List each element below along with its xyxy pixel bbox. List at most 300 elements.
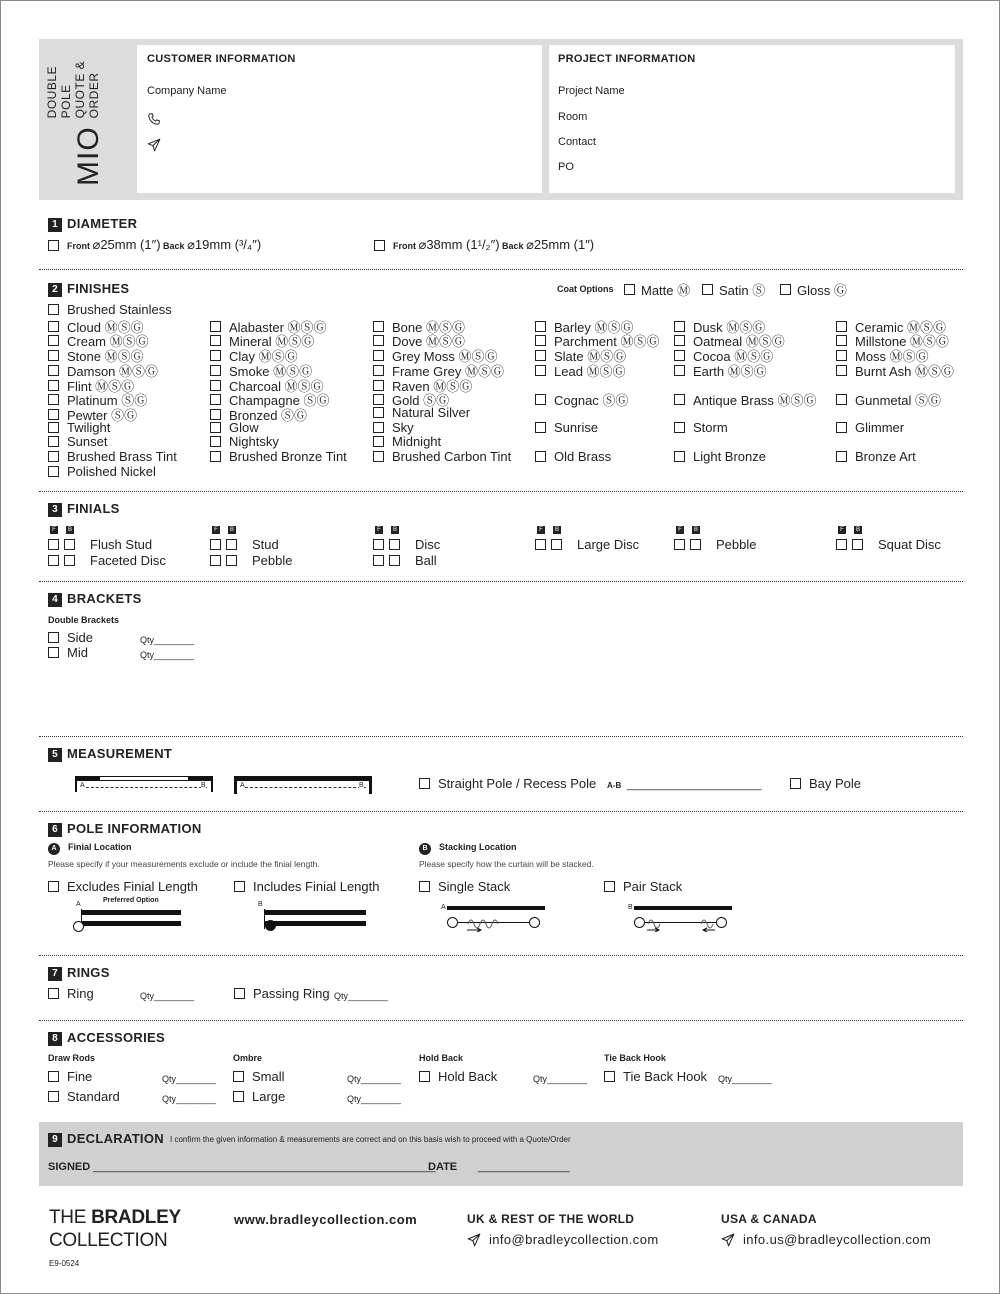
back-checkbox[interactable] — [389, 539, 400, 550]
finish-label: Barley ⓂⓈⒼ — [554, 319, 634, 335]
section-title: FINIALS — [67, 501, 120, 516]
excludes-finial-option[interactable] — [48, 879, 198, 894]
finial-location-heading — [48, 842, 132, 855]
checkbox[interactable] — [535, 365, 546, 376]
subtitle-line1: DOUBLE POLE — [45, 65, 73, 119]
customer-heading: CUSTOMER INFORMATION — [147, 53, 296, 65]
checkbox[interactable] — [48, 335, 59, 346]
finish-option[interactable] — [373, 449, 511, 464]
checkbox[interactable] — [535, 335, 546, 346]
diagram-label-a: A — [441, 904, 446, 911]
checkbox[interactable] — [374, 240, 385, 251]
option-label: Includes Finial Length — [253, 879, 380, 894]
back-checkbox[interactable] — [690, 539, 701, 550]
finish-label: Millstone ⓂⓈⒼ — [855, 334, 949, 350]
finish-option[interactable] — [836, 361, 954, 380]
checkbox[interactable] — [234, 988, 245, 999]
finish-label: Natural Silver — [392, 404, 471, 420]
uk-email-link[interactable] — [467, 1232, 659, 1247]
checkbox[interactable] — [48, 365, 59, 376]
checkbox[interactable] — [535, 350, 546, 361]
back-tag: B — [392, 527, 397, 533]
back-tag: B — [229, 527, 234, 533]
finials-title — [48, 501, 120, 517]
finish-option[interactable] — [48, 302, 172, 317]
us-heading: USA & CANADA — [721, 1212, 817, 1226]
finish-label: Flint ⓂⓈⒼ — [67, 378, 135, 394]
checkbox[interactable] — [836, 394, 847, 405]
checkbox[interactable] — [674, 321, 685, 332]
finial-option[interactable] — [210, 553, 292, 568]
brand-title-vertical — [45, 46, 135, 194]
checkbox[interactable] — [702, 284, 713, 295]
section-title: FINISHES — [67, 281, 130, 296]
accessory-group-heading: Ombre — [233, 1053, 263, 1063]
front-checkbox[interactable] — [535, 539, 546, 550]
signature-field[interactable]: ________________________________________________________ — [93, 1161, 436, 1173]
back-checkbox[interactable] — [389, 555, 400, 566]
project-info-box — [549, 45, 955, 193]
finish-label: Sunrise — [554, 419, 599, 435]
single-stack-option[interactable] — [419, 879, 510, 894]
declaration-title — [48, 1131, 164, 1147]
date-label: DATE — [428, 1161, 458, 1173]
checkbox[interactable] — [836, 451, 847, 462]
finish-option[interactable] — [535, 420, 598, 435]
finish-option[interactable] — [836, 390, 941, 409]
front-checkbox[interactable] — [373, 539, 384, 550]
finish-label: Light Bronze — [693, 449, 766, 464]
finish-label: Gunmetal ⓈⒼ — [855, 393, 941, 409]
front-checkbox[interactable] — [836, 539, 847, 550]
checkbox[interactable] — [48, 422, 59, 433]
ring-option[interactable] — [48, 986, 94, 1001]
finish-label: Nightsky — [229, 434, 279, 450]
option-label: Pair Stack — [623, 879, 683, 894]
front-checkbox[interactable] — [48, 539, 59, 550]
finial-label: Pebble — [252, 553, 293, 568]
po-field[interactable]: PO — [558, 161, 574, 173]
diagram-label-b: B — [628, 904, 633, 911]
finish-option[interactable] — [210, 420, 259, 435]
brackets-title — [48, 591, 142, 607]
checkbox[interactable] — [604, 1071, 615, 1082]
finish-label: Grey Moss ⓂⓈⒼ — [392, 349, 498, 365]
finial-label: Faceted Disc — [90, 553, 166, 568]
checkbox[interactable] — [373, 365, 384, 376]
finish-label: Cream ⓂⓈⒼ — [67, 334, 149, 350]
section-number: 8 — [48, 1032, 62, 1046]
bay-pole-option[interactable] — [790, 776, 861, 791]
diameter-title — [48, 216, 137, 232]
passing-ring-option[interactable] — [234, 986, 330, 1001]
email-text[interactable]: info@bradleycollection.com — [489, 1232, 659, 1247]
checkbox[interactable] — [419, 1071, 430, 1082]
accessory-qty[interactable]: Qty________ — [718, 1074, 773, 1084]
accessory-option[interactable] — [48, 1069, 92, 1084]
checkbox[interactable] — [674, 350, 685, 361]
accessory-label: Hold Back — [438, 1069, 498, 1084]
accessory-qty[interactable]: Qty________ — [162, 1094, 217, 1104]
coat-satin[interactable] — [702, 280, 765, 299]
finish-label: Bronzed ⓈⒼ — [229, 407, 308, 423]
finish-label: Bronze Art — [855, 449, 916, 464]
front-tag: F — [50, 526, 58, 534]
us-email-link[interactable] — [721, 1232, 931, 1247]
front-back-tags — [676, 526, 708, 534]
checkbox[interactable] — [233, 1071, 244, 1082]
finish-label: Polished Nickel — [67, 463, 156, 479]
finish-option[interactable] — [48, 464, 156, 479]
project-name-field[interactable]: Project Name — [558, 85, 625, 97]
checkbox[interactable] — [48, 1071, 59, 1082]
date-field[interactable]: _______________ — [478, 1161, 570, 1173]
accessory-qty[interactable]: Qty________ — [533, 1074, 588, 1084]
accessory-group-heading: Hold Back — [419, 1053, 464, 1063]
front-back-tags — [212, 526, 244, 534]
checkbox[interactable] — [836, 350, 847, 361]
passing-ring-qty[interactable]: Qty________ — [334, 991, 389, 1001]
finish-label: Moss ⓂⓈⒼ — [855, 349, 929, 365]
option-label: Single Stack — [438, 879, 511, 894]
back-tag: B — [554, 527, 559, 533]
coat-label: Gloss Ⓖ — [797, 283, 847, 298]
checkbox[interactable] — [233, 1091, 244, 1102]
section-number: 1 — [48, 218, 62, 232]
checkbox[interactable] — [48, 304, 59, 315]
finish-option[interactable] — [674, 390, 817, 409]
front-size: ⌀25mm (1″) — [92, 237, 161, 252]
front-checkbox[interactable] — [210, 555, 221, 566]
back-checkbox[interactable] — [64, 539, 75, 550]
section-title: MEASUREMENT — [67, 746, 173, 761]
badge-a: A — [48, 843, 60, 855]
back-tag: B — [67, 527, 72, 533]
mio-title: MIO — [72, 126, 105, 186]
checkbox[interactable] — [48, 240, 59, 251]
finish-label: Pewter ⓈⒼ — [67, 407, 138, 423]
checkbox[interactable] — [604, 881, 615, 892]
accessory-label: Small — [252, 1069, 285, 1084]
diagram-label-b: B — [359, 782, 364, 789]
checkbox[interactable] — [373, 407, 384, 418]
contact-field[interactable]: Contact — [558, 136, 596, 148]
checkbox[interactable] — [836, 365, 847, 376]
checkbox[interactable] — [210, 436, 221, 447]
finish-label: Charcoal ⓂⓈⒼ — [229, 378, 324, 394]
finish-label: Storm — [693, 419, 728, 435]
section-number: 6 — [48, 823, 62, 837]
checkbox[interactable] — [48, 394, 59, 405]
checkbox[interactable] — [373, 451, 384, 462]
diameter-option-25-19[interactable] — [48, 237, 261, 253]
finish-label: Brushed Carbon Tint — [392, 449, 512, 464]
back-checkbox[interactable] — [226, 539, 237, 550]
finish-option[interactable] — [836, 449, 916, 464]
checkbox[interactable] — [674, 451, 685, 462]
accessory-label: Fine — [67, 1069, 93, 1084]
option-label: Excludes Finial Length — [67, 879, 198, 894]
finial-location-note: Please specify if your measurements exclude or include the finial length. — [48, 859, 320, 869]
measurement-diagram-recess — [234, 774, 372, 794]
bracket-mid-qty[interactable]: Qty________ — [140, 650, 195, 660]
divider — [39, 491, 963, 492]
checkbox[interactable] — [48, 321, 59, 332]
front-back-tags — [838, 526, 870, 534]
front-checkbox[interactable] — [373, 555, 384, 566]
ring-label: Ring — [67, 986, 94, 1001]
ab-label: A-B — [607, 781, 622, 790]
pole-info-title — [48, 821, 202, 837]
finial-option[interactable] — [535, 537, 639, 552]
diagram-label-a: A — [80, 782, 85, 789]
accessory-option[interactable] — [419, 1069, 497, 1084]
send-icon — [147, 138, 161, 157]
checkbox[interactable] — [535, 451, 546, 462]
phone-icon — [147, 112, 161, 131]
checkbox[interactable] — [373, 350, 384, 361]
checkbox[interactable] — [674, 335, 685, 346]
finish-label: Bone ⓂⓈⒼ — [392, 319, 465, 335]
project-heading: PROJECT INFORMATION — [558, 53, 696, 65]
logo-collection: COLLECTION — [49, 1230, 168, 1251]
bracket-mid[interactable] — [48, 645, 88, 660]
finial-option[interactable] — [373, 553, 437, 568]
checkbox[interactable] — [48, 466, 59, 477]
finish-option[interactable] — [535, 390, 628, 409]
checkbox[interactable] — [790, 778, 801, 789]
finial-option[interactable] — [373, 537, 440, 552]
finish-option[interactable] — [535, 361, 626, 380]
finish-label: Champagne ⓈⒼ — [229, 393, 330, 409]
finish-label: Clay ⓂⓈⒼ — [229, 349, 298, 365]
front-checkbox[interactable] — [210, 539, 221, 550]
checkbox[interactable] — [674, 394, 685, 405]
back-checkbox[interactable] — [226, 555, 237, 566]
checkbox[interactable] — [48, 409, 59, 420]
checkbox[interactable] — [48, 350, 59, 361]
checkbox[interactable] — [48, 881, 59, 892]
finial-label: Ball — [415, 553, 437, 568]
checkbox[interactable] — [535, 422, 546, 433]
checkbox[interactable] — [373, 380, 384, 391]
ring-label: Passing Ring — [253, 986, 330, 1001]
back-size: ⌀19mm (³/₄″) — [187, 237, 262, 252]
checkbox[interactable] — [535, 394, 546, 405]
checkbox[interactable] — [373, 335, 384, 346]
checkbox[interactable] — [210, 394, 221, 405]
bracket-label: Mid — [67, 645, 88, 660]
finish-option[interactable] — [373, 405, 470, 420]
accessory-qty[interactable]: Qty________ — [347, 1074, 402, 1084]
double-brackets-heading: Double Brackets — [48, 615, 120, 625]
finish-label: Cocoa ⓂⓈⒼ — [693, 349, 774, 365]
finish-label: Mineral ⓂⓈⒼ — [229, 334, 315, 350]
finial-option[interactable] — [48, 537, 152, 552]
straight-pole-option[interactable] — [419, 776, 596, 791]
section-title: BRACKETS — [67, 591, 142, 606]
checkbox[interactable] — [674, 422, 685, 433]
diameter-option-38-25[interactable] — [374, 237, 594, 253]
finish-option[interactable] — [210, 449, 347, 464]
finish-label: Frame Grey ⓂⓈⒼ — [392, 363, 504, 379]
accessory-option[interactable] — [604, 1069, 707, 1084]
stacking-location-note: Please specify how the curtain will be stacked. — [419, 859, 594, 869]
accessory-option[interactable] — [233, 1089, 285, 1104]
front-label: Front — [67, 241, 93, 251]
finish-option[interactable] — [674, 361, 767, 380]
back-checkbox[interactable] — [551, 539, 562, 550]
pair-stack-option[interactable] — [604, 879, 682, 894]
accessory-option[interactable] — [233, 1069, 285, 1084]
uk-heading: UK & REST OF THE WORLD — [467, 1212, 635, 1226]
back-label: Back — [499, 241, 527, 251]
signed-label: SIGNED — [48, 1161, 91, 1173]
checkbox[interactable] — [48, 380, 59, 391]
checkbox[interactable] — [210, 409, 221, 420]
checkbox[interactable] — [373, 394, 384, 405]
finish-option[interactable] — [674, 420, 728, 435]
checkbox[interactable] — [210, 365, 221, 376]
finish-option[interactable] — [836, 420, 904, 435]
finish-label: Old Brass — [554, 449, 612, 464]
checkbox[interactable] — [780, 284, 791, 295]
finial-option[interactable] — [836, 537, 941, 552]
finial-option[interactable] — [210, 537, 279, 552]
includes-finial-option[interactable] — [234, 879, 379, 894]
finish-label: Dusk ⓂⓈⒼ — [693, 319, 766, 335]
front-checkbox[interactable] — [48, 555, 59, 566]
checkbox[interactable] — [210, 350, 221, 361]
ab-measurement-field[interactable]: ______________________ — [627, 779, 762, 791]
finish-label: Damson ⓂⓈⒼ — [67, 363, 159, 379]
email-text[interactable]: info.us@bradleycollection.com — [743, 1232, 932, 1247]
finish-option[interactable] — [674, 449, 766, 464]
straight-pole-label: Straight Pole / Recess Pole — [438, 776, 597, 791]
section-number: 3 — [48, 503, 62, 517]
finish-option[interactable] — [48, 434, 107, 449]
back-checkbox[interactable] — [64, 555, 75, 566]
finial-label: Squat Disc — [878, 537, 941, 552]
ring-qty[interactable]: Qty________ — [140, 991, 195, 1001]
front-tag: F — [838, 526, 846, 534]
finial-option[interactable] — [48, 553, 166, 568]
coat-gloss[interactable] — [780, 280, 847, 299]
finial-label: Stud — [252, 537, 279, 552]
finish-label: Dove ⓂⓈⒼ — [392, 334, 465, 350]
checkbox[interactable] — [48, 451, 59, 462]
checkbox[interactable] — [419, 881, 430, 892]
finish-label: Alabaster ⓂⓈⒼ — [229, 319, 327, 335]
finial-option[interactable] — [674, 537, 756, 552]
front-back-tags — [375, 526, 407, 534]
checkbox[interactable] — [234, 881, 245, 892]
excludes-finial-diagram — [73, 897, 185, 937]
bracket-side-qty[interactable]: Qty________ — [140, 635, 195, 645]
finish-label: Midnight — [392, 434, 442, 450]
send-icon — [721, 1233, 735, 1247]
finish-option[interactable] — [48, 420, 110, 435]
checkbox[interactable] — [210, 451, 221, 462]
checkbox[interactable] — [373, 422, 384, 433]
send-icon — [467, 1233, 481, 1247]
checkbox[interactable] — [373, 436, 384, 447]
website-link[interactable]: www.bradleycollection.com — [234, 1212, 418, 1227]
divider — [39, 581, 963, 582]
checkbox[interactable] — [48, 647, 59, 658]
finish-label: Stone ⓂⓈⒼ — [67, 349, 144, 365]
stacking-location-heading — [419, 842, 517, 855]
finish-option[interactable] — [535, 449, 611, 464]
finish-option[interactable] — [48, 449, 177, 464]
checkbox[interactable] — [836, 321, 847, 332]
front-checkbox[interactable] — [674, 539, 685, 550]
checkbox[interactable] — [373, 321, 384, 332]
section-title: POLE INFORMATION — [67, 821, 202, 836]
accessory-qty[interactable]: Qty________ — [347, 1094, 402, 1104]
finish-label: Glow — [229, 419, 259, 435]
declaration-panel — [39, 1122, 963, 1186]
front-tag: F — [537, 526, 545, 534]
divider — [39, 811, 963, 812]
accessory-qty[interactable]: Qty________ — [162, 1074, 217, 1084]
bay-pole-label: Bay Pole — [809, 776, 862, 791]
accessory-label: Large — [252, 1089, 286, 1104]
finish-option[interactable] — [210, 434, 279, 449]
checkbox[interactable] — [48, 988, 59, 999]
rings-title — [48, 965, 110, 981]
checkbox[interactable] — [419, 778, 430, 789]
pair-stack-diagram — [628, 904, 732, 936]
company-name-field[interactable]: Company Name — [147, 85, 227, 97]
checkbox[interactable] — [535, 321, 546, 332]
checkbox[interactable] — [210, 321, 221, 332]
section-number: 2 — [48, 283, 62, 297]
finish-label: Brushed Bronze Tint — [229, 449, 347, 464]
finish-label: Twilight — [67, 419, 111, 435]
back-tag: B — [855, 527, 860, 533]
finish-label: Glimmer — [855, 419, 905, 435]
back-checkbox[interactable] — [852, 539, 863, 550]
checkbox[interactable] — [836, 335, 847, 346]
front-back-tags — [50, 526, 82, 534]
room-field[interactable]: Room — [558, 111, 588, 123]
finish-option[interactable] — [373, 420, 414, 435]
checkbox[interactable] — [48, 1091, 59, 1102]
checkbox[interactable] — [48, 632, 59, 643]
checkbox[interactable] — [48, 436, 59, 447]
finish-label: Earth ⓂⓈⒼ — [693, 363, 767, 379]
single-stack-diagram — [441, 904, 545, 936]
checkbox[interactable] — [210, 422, 221, 433]
checkbox[interactable] — [624, 284, 635, 295]
checkbox[interactable] — [210, 380, 221, 391]
section-title: DECLARATION — [67, 1131, 164, 1146]
checkbox[interactable] — [674, 365, 685, 376]
checkbox[interactable] — [836, 422, 847, 433]
measurement-title — [48, 746, 172, 762]
accessory-option[interactable] — [48, 1089, 120, 1104]
heading-text: Stacking Location — [439, 842, 517, 852]
customer-info-box — [137, 45, 542, 193]
front-tag: F — [676, 526, 684, 534]
checkbox[interactable] — [210, 335, 221, 346]
bracket-side[interactable] — [48, 630, 93, 645]
divider — [39, 1020, 963, 1021]
finial-label: Large Disc — [577, 537, 640, 552]
coat-matte[interactable] — [624, 280, 690, 299]
finish-option[interactable] — [373, 434, 441, 449]
